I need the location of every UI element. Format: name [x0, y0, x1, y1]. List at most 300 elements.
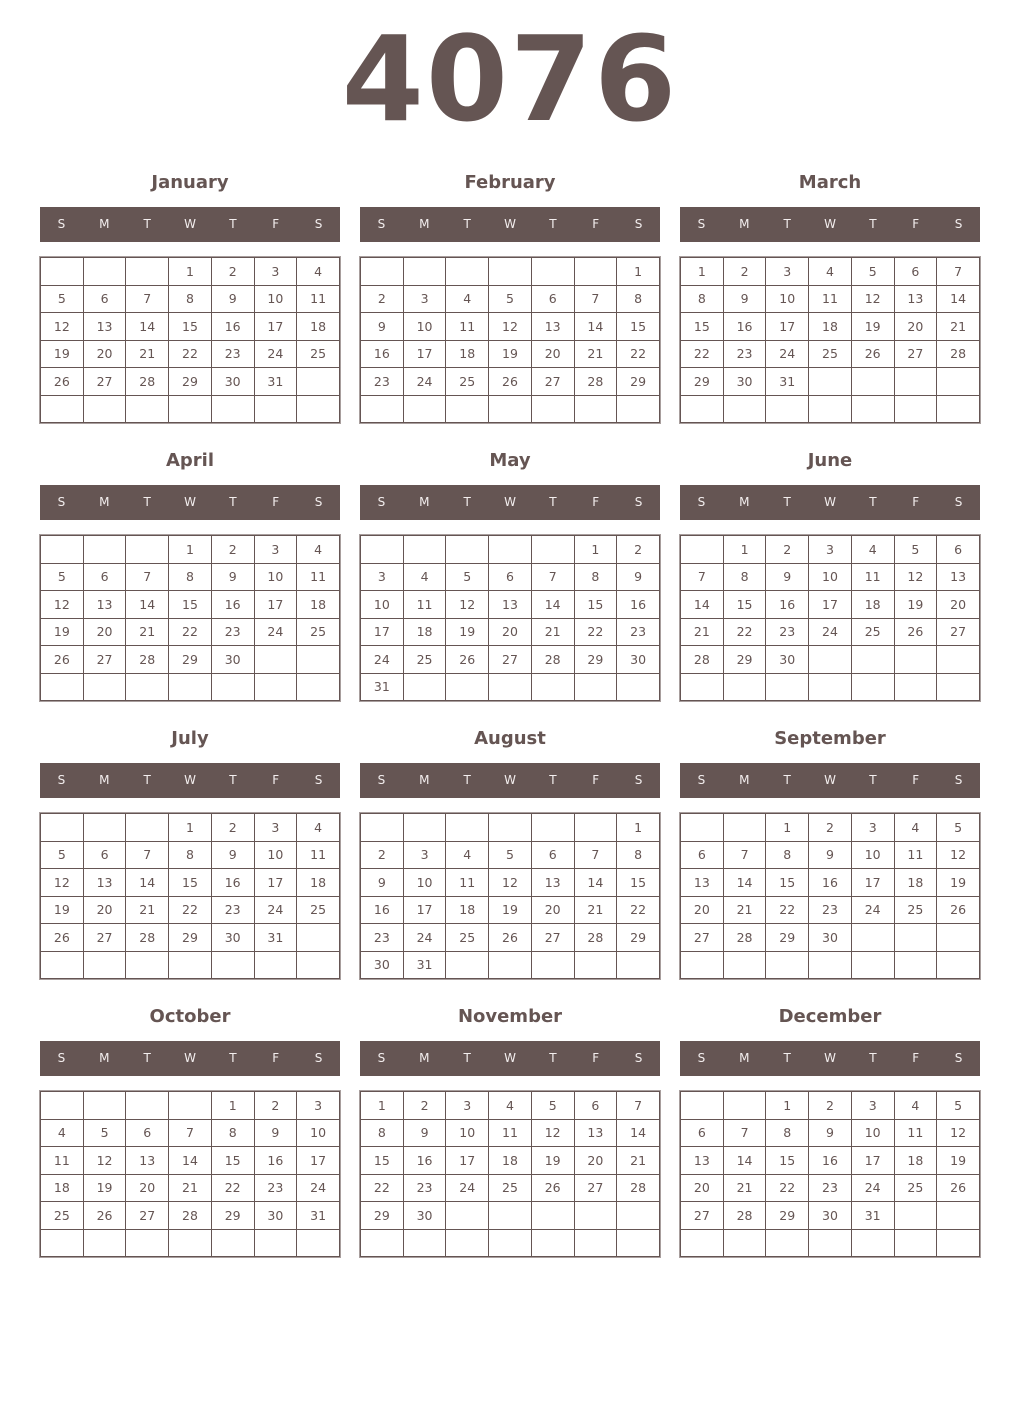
day-grid: [680, 257, 980, 423]
day-cell: 3: [766, 258, 809, 286]
day-cell: 17: [403, 340, 446, 368]
day-cell: 31: [766, 368, 809, 396]
day-cell: 3: [254, 258, 297, 286]
day-cell: 30: [723, 368, 766, 396]
day-cell: 11: [894, 1119, 937, 1147]
day-cell: [809, 368, 852, 396]
weekday-header: [680, 1041, 980, 1076]
day-cell: [851, 924, 894, 952]
day-cell: 23: [361, 368, 404, 396]
day-cell: 2: [361, 841, 404, 869]
weekday-label: S: [377, 1051, 386, 1065]
day-cell: 25: [851, 618, 894, 646]
day-cell: [723, 395, 766, 423]
weekday-label: W: [504, 1051, 516, 1065]
day-cell: 5: [83, 1119, 126, 1147]
day-cell: [809, 951, 852, 979]
day-cell: 19: [41, 896, 84, 924]
day-cell: 2: [403, 1092, 446, 1120]
week-row: [41, 951, 340, 979]
day-cell: 28: [937, 340, 980, 368]
day-cell: 13: [937, 563, 980, 591]
day-cell: 22: [169, 896, 212, 924]
day-cell: 5: [489, 841, 532, 869]
day-cell: 7: [126, 285, 169, 313]
day-cell: 7: [723, 841, 766, 869]
weekday-header: [680, 485, 980, 520]
week-row: [361, 646, 660, 674]
year-title: 4076: [341, 10, 679, 148]
week-row: [41, 869, 340, 897]
day-cell: 18: [403, 618, 446, 646]
day-cell: 22: [681, 340, 724, 368]
weekday-label: M: [419, 1051, 430, 1065]
week-row: [41, 340, 340, 368]
weekday-label: M: [99, 217, 110, 231]
day-cell: [894, 1229, 937, 1257]
day-cell: 12: [41, 313, 84, 341]
day-cell: 16: [211, 591, 254, 619]
day-cell: [297, 951, 340, 979]
month-title: October: [149, 1006, 231, 1027]
weekday-label: M: [739, 217, 750, 231]
day-cell: 18: [894, 1147, 937, 1175]
day-cell: 14: [574, 869, 617, 897]
weekday-label: S: [57, 217, 66, 231]
day-cell: 14: [937, 285, 980, 313]
day-cell: 14: [531, 591, 574, 619]
week-row: [361, 340, 660, 368]
day-cell: [83, 1092, 126, 1120]
day-cell: 27: [531, 924, 574, 952]
day-cell: 15: [723, 591, 766, 619]
day-cell: 1: [574, 536, 617, 564]
day-cell: 10: [403, 869, 446, 897]
day-cell: 3: [297, 1092, 340, 1120]
day-cell: 7: [937, 258, 980, 286]
weekday-label: S: [697, 1051, 706, 1065]
day-cell: 14: [681, 591, 724, 619]
day-cell: [361, 536, 404, 564]
day-cell: 12: [83, 1147, 126, 1175]
day-cell: 12: [851, 285, 894, 313]
day-cell: 8: [169, 285, 212, 313]
day-cell: 4: [446, 841, 489, 869]
week-row: [681, 536, 980, 564]
day-cell: 8: [211, 1119, 254, 1147]
week-row: [681, 618, 980, 646]
day-cell: 6: [681, 1119, 724, 1147]
day-cell: 8: [574, 563, 617, 591]
day-cell: [851, 951, 894, 979]
day-cell: [851, 395, 894, 423]
day-cell: 28: [126, 646, 169, 674]
day-cell: [681, 1229, 724, 1257]
day-cell: 16: [361, 340, 404, 368]
day-cell: 16: [211, 313, 254, 341]
day-cell: 2: [254, 1092, 297, 1120]
weekday-label: S: [314, 773, 323, 787]
day-cell: [617, 673, 660, 701]
day-cell: 20: [937, 591, 980, 619]
day-cell: 31: [254, 924, 297, 952]
day-cell: [851, 646, 894, 674]
weekday-label: T: [143, 217, 151, 231]
weekday-header: [360, 207, 660, 242]
day-cell: 18: [297, 591, 340, 619]
day-cell: 21: [531, 618, 574, 646]
day-cell: 28: [169, 1202, 212, 1230]
day-cell: [574, 951, 617, 979]
day-cell: 18: [297, 313, 340, 341]
day-cell: 28: [723, 1202, 766, 1230]
weekday-label: S: [954, 217, 963, 231]
day-cell: 26: [41, 646, 84, 674]
week-row: [41, 591, 340, 619]
day-cell: 29: [766, 924, 809, 952]
day-cell: [41, 951, 84, 979]
day-cell: 11: [809, 285, 852, 313]
weekday-label: T: [463, 1051, 471, 1065]
week-row: [681, 1119, 980, 1147]
day-cell: [489, 951, 532, 979]
day-cell: 3: [254, 814, 297, 842]
day-cell: 20: [574, 1147, 617, 1175]
day-cell: 11: [403, 591, 446, 619]
weekday-label: F: [272, 1051, 280, 1065]
day-cell: 9: [211, 563, 254, 591]
day-cell: 19: [937, 1147, 980, 1175]
day-cell: [83, 395, 126, 423]
day-cell: 1: [361, 1092, 404, 1120]
day-cell: 2: [809, 814, 852, 842]
day-cell: 2: [766, 536, 809, 564]
day-cell: 29: [723, 646, 766, 674]
day-cell: 8: [723, 563, 766, 591]
day-grid: [40, 1091, 340, 1257]
day-grid: [680, 535, 980, 701]
day-cell: 1: [681, 258, 724, 286]
weekday-header: [40, 763, 340, 798]
week-row: [361, 258, 660, 286]
week-row: [361, 896, 660, 924]
day-cell: 1: [169, 814, 212, 842]
day-cell: 20: [531, 896, 574, 924]
day-cell: 5: [937, 1092, 980, 1120]
day-cell: 28: [574, 368, 617, 396]
day-cell: 1: [169, 536, 212, 564]
day-cell: 16: [617, 591, 660, 619]
day-cell: [361, 395, 404, 423]
day-cell: 9: [361, 313, 404, 341]
weekday-label: S: [377, 773, 386, 787]
month-title: January: [151, 172, 229, 193]
day-cell: 26: [851, 340, 894, 368]
day-cell: [446, 1229, 489, 1257]
day-cell: 14: [169, 1147, 212, 1175]
day-cell: 30: [766, 646, 809, 674]
weekday-label: T: [463, 773, 471, 787]
day-cell: 2: [809, 1092, 852, 1120]
day-cell: 10: [851, 841, 894, 869]
day-cell: 9: [766, 563, 809, 591]
weekday-label: T: [549, 773, 557, 787]
day-cell: [297, 646, 340, 674]
day-cell: 24: [809, 618, 852, 646]
month-title: March: [798, 172, 862, 193]
day-cell: 29: [169, 368, 212, 396]
day-cell: 20: [83, 340, 126, 368]
day-cell: 30: [617, 646, 660, 674]
day-cell: 29: [617, 924, 660, 952]
weekday-label: M: [739, 773, 750, 787]
day-cell: [574, 673, 617, 701]
weekday-label: W: [184, 773, 196, 787]
week-row: [41, 563, 340, 591]
day-cell: 10: [766, 285, 809, 313]
weekday-label: T: [143, 1051, 151, 1065]
day-cell: 1: [617, 258, 660, 286]
day-cell: 9: [403, 1119, 446, 1147]
day-cell: 5: [937, 814, 980, 842]
day-cell: 21: [681, 618, 724, 646]
day-cell: 3: [403, 285, 446, 313]
day-cell: 17: [254, 591, 297, 619]
day-cell: 22: [169, 340, 212, 368]
weekday-label: S: [697, 217, 706, 231]
week-row: [361, 536, 660, 564]
day-cell: 15: [361, 1147, 404, 1175]
day-cell: 26: [41, 368, 84, 396]
day-cell: 16: [766, 591, 809, 619]
day-cell: [489, 814, 532, 842]
weekday-label: T: [783, 495, 791, 509]
day-grid: [680, 1091, 980, 1257]
weekday-label: T: [869, 1051, 877, 1065]
day-cell: 12: [41, 869, 84, 897]
day-cell: [894, 368, 937, 396]
weekday-label: T: [783, 217, 791, 231]
week-row: [681, 1229, 980, 1257]
day-cell: 4: [809, 258, 852, 286]
day-cell: [41, 536, 84, 564]
day-cell: 31: [254, 368, 297, 396]
weekday-label: M: [419, 217, 430, 231]
day-cell: [126, 395, 169, 423]
day-cell: [937, 1202, 980, 1230]
day-cell: 31: [403, 951, 446, 979]
day-cell: 10: [254, 841, 297, 869]
week-row: [361, 1229, 660, 1257]
day-cell: 11: [446, 869, 489, 897]
day-cell: 29: [211, 1202, 254, 1230]
day-cell: 14: [574, 313, 617, 341]
week-row: [361, 1174, 660, 1202]
day-cell: 17: [809, 591, 852, 619]
day-cell: 24: [403, 924, 446, 952]
day-cell: 13: [83, 313, 126, 341]
day-cell: 31: [297, 1202, 340, 1230]
weekday-label: M: [99, 1051, 110, 1065]
weekday-label: W: [504, 773, 516, 787]
day-cell: 10: [297, 1119, 340, 1147]
day-cell: 6: [681, 841, 724, 869]
day-cell: [531, 258, 574, 286]
day-cell: 9: [254, 1119, 297, 1147]
day-cell: [489, 1229, 532, 1257]
weekday-label: W: [184, 495, 196, 509]
weekday-label: W: [504, 217, 516, 231]
weekday-label: T: [229, 217, 237, 231]
day-cell: 28: [681, 646, 724, 674]
day-cell: 14: [617, 1119, 660, 1147]
day-cell: [446, 951, 489, 979]
day-cell: [766, 951, 809, 979]
week-row: [41, 618, 340, 646]
day-cell: 12: [937, 1119, 980, 1147]
day-cell: 23: [809, 1174, 852, 1202]
day-cell: [894, 924, 937, 952]
day-cell: [361, 1229, 404, 1257]
day-cell: [894, 673, 937, 701]
day-cell: 27: [681, 924, 724, 952]
day-cell: 18: [894, 869, 937, 897]
day-cell: 14: [723, 869, 766, 897]
day-cell: [937, 368, 980, 396]
day-cell: 11: [297, 841, 340, 869]
week-row: [361, 951, 660, 979]
weekday-label: T: [229, 495, 237, 509]
day-cell: 20: [83, 896, 126, 924]
weekday-label: W: [504, 495, 516, 509]
day-cell: [851, 673, 894, 701]
day-cell: 29: [617, 368, 660, 396]
day-cell: [83, 258, 126, 286]
day-cell: 17: [766, 313, 809, 341]
day-cell: 5: [894, 536, 937, 564]
day-cell: 5: [531, 1092, 574, 1120]
day-cell: [766, 395, 809, 423]
day-cell: 14: [126, 591, 169, 619]
day-cell: [617, 1202, 660, 1230]
week-row: [681, 591, 980, 619]
day-cell: [574, 258, 617, 286]
day-cell: [723, 951, 766, 979]
week-row: [361, 1119, 660, 1147]
day-cell: 18: [41, 1174, 84, 1202]
day-cell: 26: [531, 1174, 574, 1202]
day-cell: [937, 951, 980, 979]
day-cell: 29: [574, 646, 617, 674]
day-grid: [360, 257, 660, 423]
day-cell: 27: [574, 1174, 617, 1202]
day-cell: 20: [894, 313, 937, 341]
day-cell: 22: [361, 1174, 404, 1202]
day-cell: 5: [41, 285, 84, 313]
day-cell: [489, 1202, 532, 1230]
month-title: July: [171, 728, 209, 749]
day-cell: 5: [41, 563, 84, 591]
week-row: [681, 1202, 980, 1230]
day-cell: [254, 395, 297, 423]
weekday-header: [40, 485, 340, 520]
day-cell: [254, 673, 297, 701]
weekday-label: W: [824, 495, 836, 509]
day-cell: 10: [254, 563, 297, 591]
day-cell: 27: [894, 340, 937, 368]
day-cell: 28: [617, 1174, 660, 1202]
day-cell: 7: [126, 563, 169, 591]
weekday-header: [680, 207, 980, 242]
day-cell: 18: [446, 896, 489, 924]
day-cell: 19: [531, 1147, 574, 1175]
day-cell: [446, 536, 489, 564]
day-cell: [531, 951, 574, 979]
day-cell: [894, 951, 937, 979]
day-cell: 19: [489, 896, 532, 924]
day-cell: [894, 395, 937, 423]
day-cell: 18: [297, 869, 340, 897]
day-cell: 25: [41, 1202, 84, 1230]
day-cell: 6: [83, 285, 126, 313]
day-cell: 8: [169, 841, 212, 869]
day-cell: 17: [297, 1147, 340, 1175]
day-cell: 6: [894, 258, 937, 286]
day-cell: [809, 646, 852, 674]
day-cell: 23: [211, 340, 254, 368]
day-cell: [126, 536, 169, 564]
day-cell: [169, 673, 212, 701]
day-cell: 10: [809, 563, 852, 591]
month-title: August: [474, 728, 546, 749]
day-cell: 24: [766, 340, 809, 368]
weekday-label: S: [954, 773, 963, 787]
weekday-label: W: [824, 217, 836, 231]
day-cell: [41, 673, 84, 701]
day-cell: [254, 646, 297, 674]
day-cell: [83, 673, 126, 701]
week-row: [361, 1092, 660, 1120]
day-grid: [40, 813, 340, 979]
day-cell: 13: [894, 285, 937, 313]
day-cell: [723, 673, 766, 701]
day-cell: 27: [681, 1202, 724, 1230]
day-cell: 26: [489, 368, 532, 396]
day-cell: 1: [766, 1092, 809, 1120]
day-cell: 21: [723, 896, 766, 924]
weekday-label: W: [184, 1051, 196, 1065]
day-cell: 26: [446, 646, 489, 674]
day-cell: 15: [766, 1147, 809, 1175]
day-cell: 21: [937, 313, 980, 341]
weekday-label: S: [314, 1051, 323, 1065]
weekday-label: W: [824, 773, 836, 787]
weekday-label: T: [869, 773, 877, 787]
day-cell: 8: [617, 841, 660, 869]
weekday-label: S: [697, 495, 706, 509]
day-cell: 28: [723, 924, 766, 952]
day-cell: 22: [766, 1174, 809, 1202]
day-cell: [41, 1229, 84, 1257]
day-cell: [681, 1092, 724, 1120]
day-cell: 27: [126, 1202, 169, 1230]
day-cell: [531, 1229, 574, 1257]
weekday-label: M: [419, 495, 430, 509]
day-cell: 13: [83, 591, 126, 619]
day-cell: 29: [681, 368, 724, 396]
day-cell: 2: [361, 285, 404, 313]
week-row: [681, 896, 980, 924]
